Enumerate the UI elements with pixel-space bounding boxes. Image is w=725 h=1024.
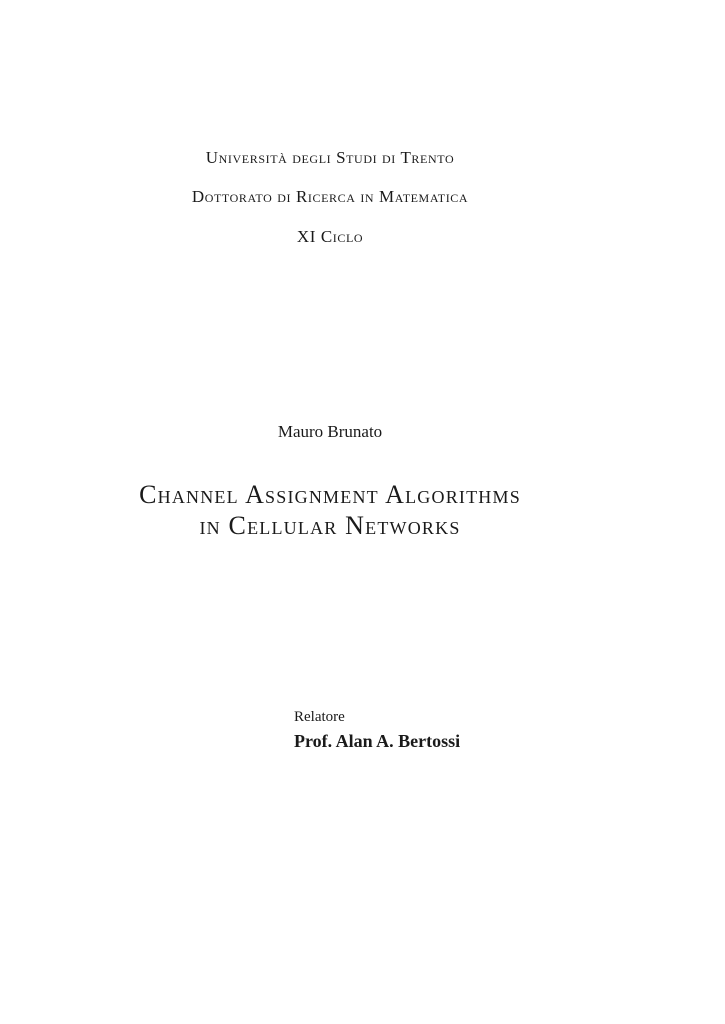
university-name: Università degli Studi di Trento — [205, 148, 455, 167]
advisor-role: Relatore — [294, 709, 345, 725]
advisor-block — [294, 708, 460, 753]
thesis-title-line-1: Channel Assignment Algorithms — [139, 480, 521, 509]
doctoral-cycle: XI Ciclo — [296, 227, 364, 246]
department-name: Dottorato di Ricerca in Matematica — [191, 187, 469, 206]
author-name: Mauro Brunato — [277, 422, 383, 441]
thesis-title-line-2: in Cellular Networks — [199, 511, 461, 540]
advisor-name: Prof. Alan A. Bertossi — [294, 731, 461, 751]
